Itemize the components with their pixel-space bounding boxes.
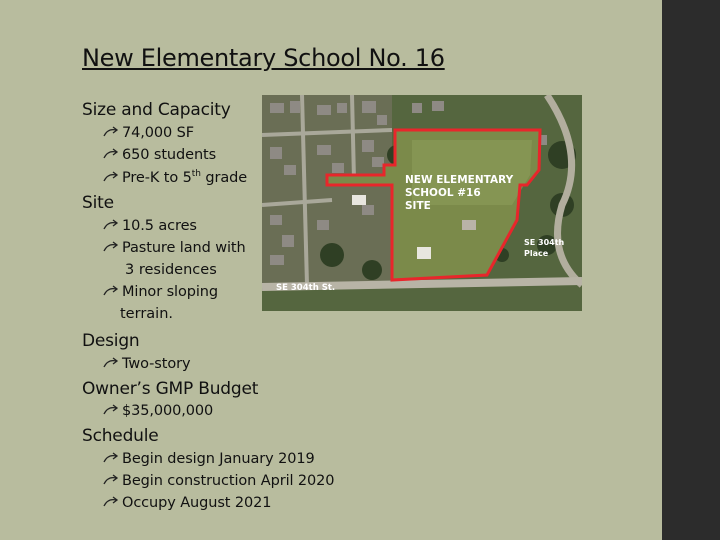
curved-arrow-icon <box>102 240 122 256</box>
bullet-item: Two-story <box>102 356 190 372</box>
place-label-line: SE 304th <box>524 238 565 247</box>
bullet-item: $35,000,000 <box>102 403 213 419</box>
bullet-item: Minor sloping <box>102 284 218 300</box>
bullet-item: 650 students <box>102 147 216 163</box>
street-label: SE 304th St. <box>276 283 336 293</box>
curved-arrow-icon <box>102 495 122 511</box>
right-sidebar-bar <box>662 0 720 540</box>
site-label-line: NEW ELEMENTARY <box>405 174 514 186</box>
heading-budget: Owner’s GMP Budget <box>82 379 259 399</box>
site-label-line: SCHOOL #16 <box>405 187 481 199</box>
curved-arrow-icon <box>102 451 122 467</box>
curved-arrow-icon <box>102 218 122 234</box>
heading-schedule: Schedule <box>82 426 159 446</box>
curved-arrow-icon <box>102 284 122 300</box>
bullet-continuation: 3 residences <box>125 262 217 278</box>
bullet-item: Pre-K to 5th grade <box>102 169 247 186</box>
bullet-item: 74,000 SF <box>102 125 194 141</box>
place-label-line: Place <box>524 249 549 258</box>
curved-arrow-icon <box>102 356 122 372</box>
curved-arrow-icon <box>102 125 122 141</box>
site-label-line: SITE <box>405 200 431 212</box>
bullet-item: 10.5 acres <box>102 218 197 234</box>
curved-arrow-icon <box>102 403 122 419</box>
aerial-site-map <box>262 95 582 311</box>
bullet-item: Occupy August 2021 <box>102 495 271 511</box>
curved-arrow-icon <box>102 170 122 186</box>
slide-title: New Elementary School No. 16 <box>82 44 445 72</box>
bullet-item: Begin design January 2019 <box>102 451 315 467</box>
curved-arrow-icon <box>102 473 122 489</box>
curved-arrow-icon <box>102 147 122 163</box>
heading-size-capacity: Size and Capacity <box>82 100 231 120</box>
heading-site: Site <box>82 193 114 213</box>
bullet-item: Pasture land with <box>102 240 246 256</box>
bullet-item: Begin construction April 2020 <box>102 473 334 489</box>
bullet-continuation: terrain. <box>120 306 173 322</box>
heading-design: Design <box>82 331 140 351</box>
